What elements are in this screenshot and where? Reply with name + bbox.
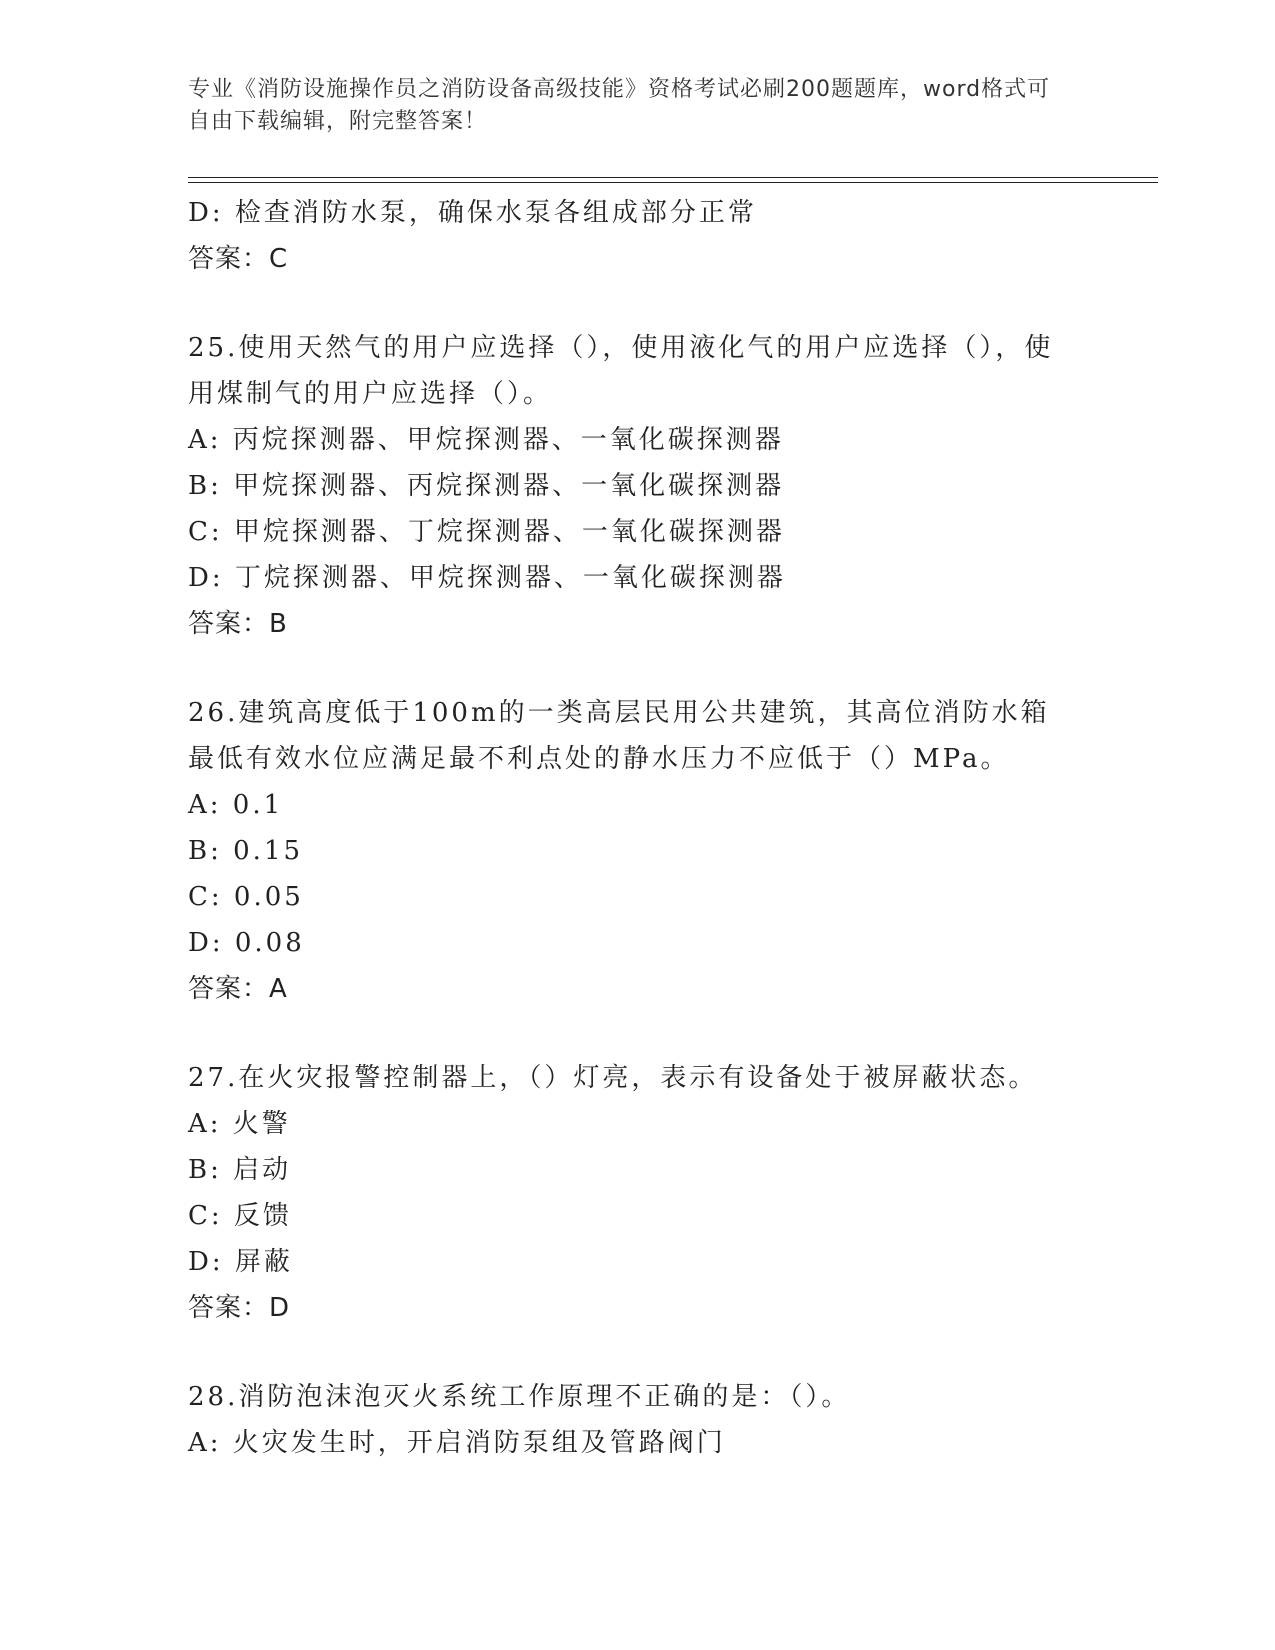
- question-stem: 28.消防泡沫泡灭火系统工作原理不正确的是：（）。: [188, 1382, 851, 1412]
- option-b: B: 0.15: [188, 836, 304, 866]
- option-b: B: 甲烷探测器、丙烷探测器、一氧化碳探测器: [188, 471, 785, 501]
- document-header: 专业《消防设施操作员之消防设备高级技能》资格考试必刷200题题库，word格式可自由下载编辑，附完整答案！: [188, 77, 1051, 134]
- option-d: D: 屏蔽: [188, 1247, 293, 1277]
- option-d: D: 检查消防水泵，确保水泵各组成部分正常: [188, 198, 757, 228]
- answer: 答案：B: [188, 609, 288, 639]
- option-a: A: 丙烷探测器、甲烷探测器、一氧化碳探测器: [188, 425, 784, 455]
- option-d: D: 丁烷探测器、甲烷探测器、一氧化碳探测器: [188, 563, 786, 593]
- question-25: [188, 325, 1068, 647]
- header-divider-bottom: [188, 182, 1158, 183]
- answer: 答案：C: [188, 244, 289, 274]
- header-divider-top: [188, 177, 1158, 178]
- question-26: [188, 690, 1068, 1012]
- question-27: [188, 1055, 1068, 1331]
- option-d: D: 0.08: [188, 928, 305, 958]
- question-stem: 27.在火灾报警控制器上，（）灯亮，表示有设备处于被屏蔽状态。: [188, 1063, 1038, 1093]
- option-c: C: 0.05: [188, 882, 304, 912]
- question-stem: 25.使用天然气的用户应选择（），使用液化气的用户应选择（），使用煤制气的用户应选择（）。: [188, 333, 1054, 409]
- question-stem: 26.建筑高度低于100m的一类高层民用公共建筑，其高位消防水箱最低有效水位应满足最不利点处的静水压力不应低于（）MPa。: [188, 698, 1050, 774]
- option-a: A: 火灾发生时，开启消防泵组及管路阀门: [188, 1428, 726, 1458]
- option-c: C: 反馈: [188, 1201, 292, 1231]
- option-c: C: 甲烷探测器、丁烷探测器、一氧化碳探测器: [188, 517, 785, 547]
- question-28: [188, 1374, 1068, 1466]
- option-b: B: 启动: [188, 1155, 292, 1185]
- question-list: [188, 190, 1068, 1466]
- answer: 答案：A: [188, 974, 288, 1004]
- option-a: A: 火警: [188, 1109, 291, 1139]
- answer: 答案：D: [188, 1293, 291, 1323]
- option-a: A: 0.1: [188, 790, 284, 820]
